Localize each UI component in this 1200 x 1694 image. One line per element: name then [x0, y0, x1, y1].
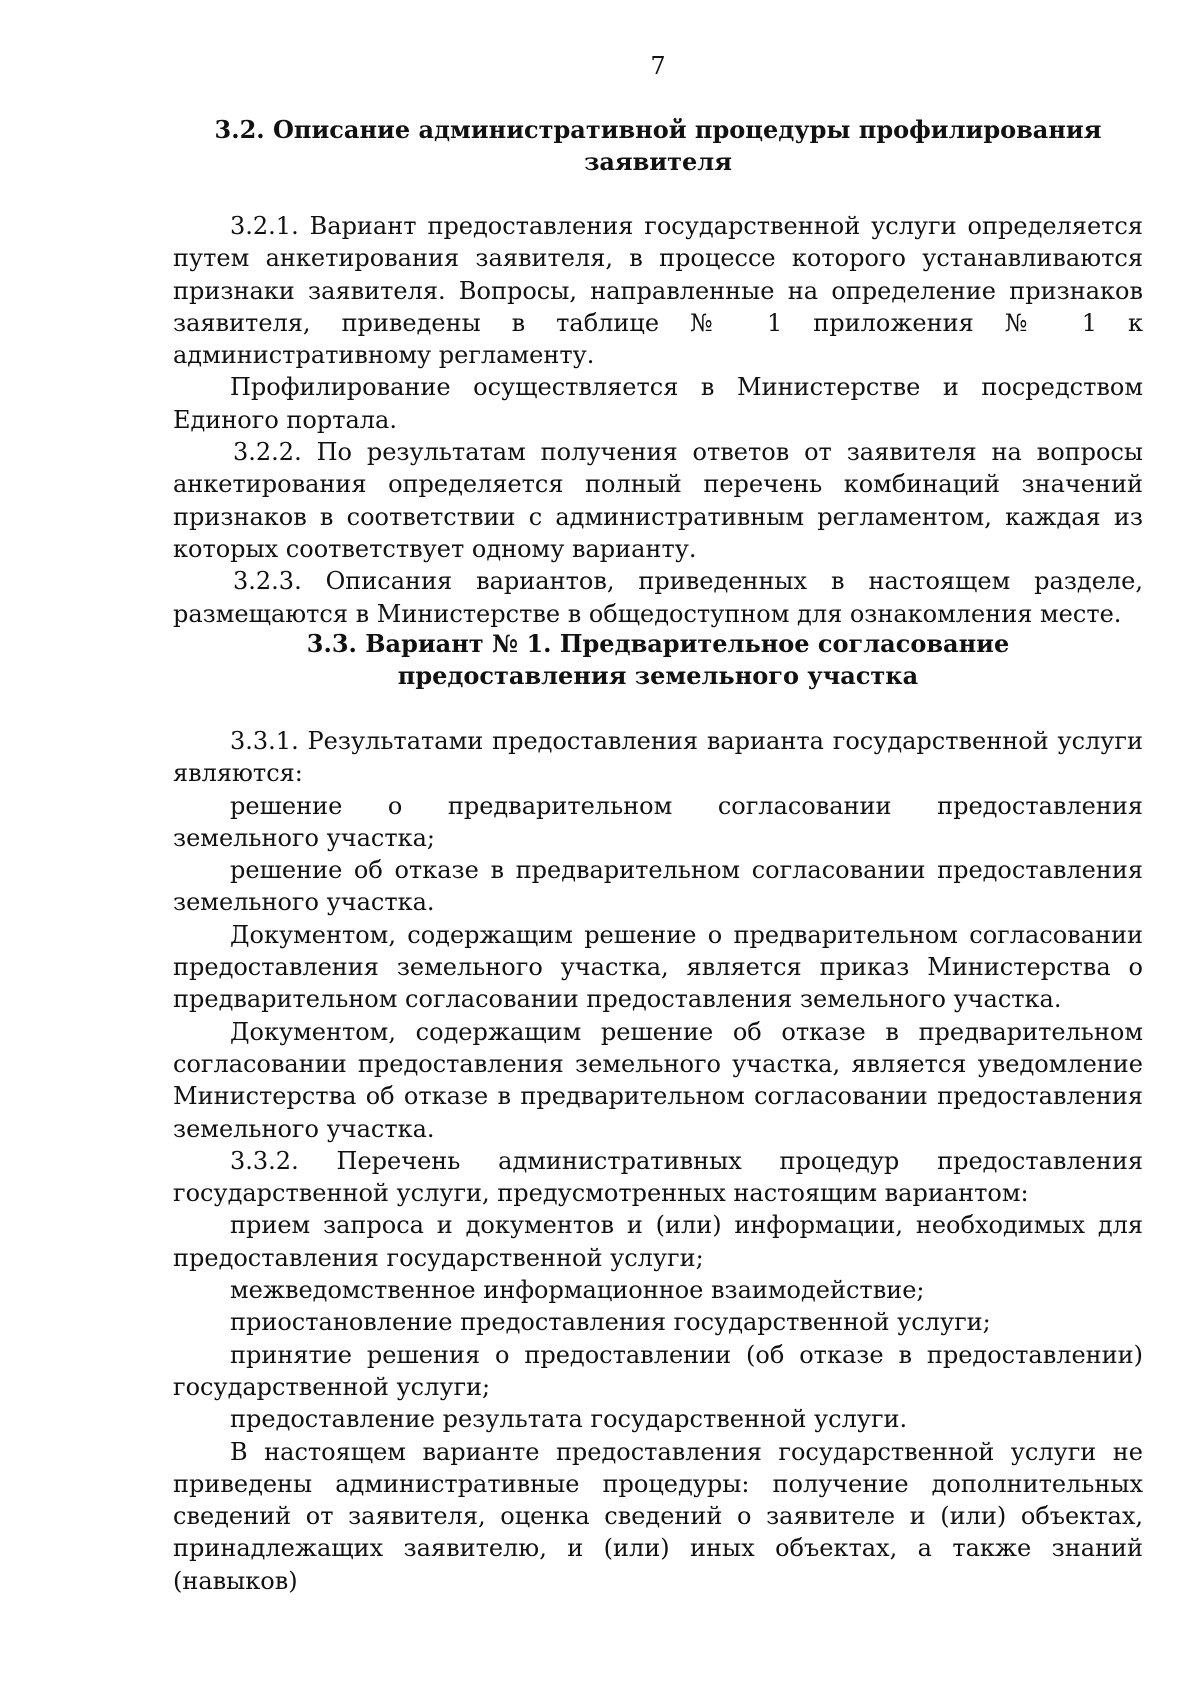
- list-item-result-approval: решение о предварительном согласовании предоставления земельного участка;: [173, 791, 1143, 852]
- paragraph-3-3-1: 3.3.1. Результатами предоставления варианта государственной услуги являются:: [173, 727, 1143, 788]
- paragraph-refusal-document: Документом, содержащим решение об отказе в предварительном согласовании предоставления земельного участка, является уведомление Министерства об отказе в предварительном согласовании предоставления земельного участка.: [173, 1017, 1143, 1143]
- list-item-result-refusal: решение об отказе в предварительном согласовании предоставления земельного участка.: [173, 856, 1143, 917]
- section-3-3-heading-line1: 3.3. Вариант № 1. Предварительное согласование: [306, 629, 1010, 658]
- section-3-2-heading-line2: заявителя: [584, 147, 732, 176]
- section-3-3-heading: [173, 628, 1143, 692]
- section-3-3-heading-line2: предоставления земельного участка: [397, 661, 919, 690]
- paragraph-3-2-2: 3.2.2. По результатам получения ответов от заявителя на вопросы анкетирования определяется полный перечень комбинаций значений признаков в соответствии с административным регламентом, каждая из которых соответствует одному варианту.: [173, 438, 1143, 563]
- section-3-2-heading: [173, 114, 1143, 178]
- list-item-procedure-request: прием запроса и документов и (или) информации, необходимых для предоставления государственной услуги;: [173, 1211, 1143, 1272]
- section-3-3-body: [173, 725, 1143, 1597]
- section-3-2-body: [173, 210, 1143, 630]
- list-item-procedure-suspension: приостановление предоставления государственной услуги;: [230, 1308, 991, 1337]
- paragraph-3-2-3: 3.2.3. Описания вариантов, приведенных в настоящем разделе, размещаются в Министерстве в общедоступном для ознакомления месте.: [173, 567, 1143, 628]
- list-item-procedure-result: предоставление результата государственной услуги.: [230, 1405, 908, 1434]
- paragraph-3-3-2: 3.3.2. Перечень административных процедур предоставления государственной услуги, предусмотренных настоящим вариантом:: [173, 1146, 1143, 1208]
- list-item-procedure-interagency: межведомственное информационное взаимодействие;: [230, 1276, 925, 1305]
- paragraph-profiling: Профилирование осуществляется в Министерстве и посредством Единого портала.: [173, 373, 1143, 434]
- page-number: 7: [650, 52, 666, 80]
- section-3-2-heading-line1: 3.2. Описание административной процедуры профилирования: [214, 115, 1102, 144]
- paragraph-3-2-1: 3.2.1. Вариант предоставления государственной услуги определяется путем анкетирования заявителя, в процессе которого устанавливаются признаки заявителя. Вопросы, направленные на определение признаков заявителя, приведены в таблице № 1 приложения № 1 к административному регламенту.: [173, 212, 1143, 370]
- paragraph-approval-document: Документом, содержащим решение о предварительном согласовании предоставления земельного участка, является приказ Министерства о предварительном согласовании предоставления земельного участка.: [173, 920, 1143, 1014]
- paragraph-not-included-procedures: В настоящем варианте предоставления государственной услуги не приведены административные процедуры: получение дополнительных сведений от заявителя, оценка сведений о заявителе и (или) объектах, принадлежащих заявителю, и (или) иных объектах, а также знаний (навыков): [173, 1437, 1143, 1595]
- list-item-procedure-decision: принятие решения о предоставлении (об отказе в предоставлении) государственной услуги;: [173, 1340, 1143, 1401]
